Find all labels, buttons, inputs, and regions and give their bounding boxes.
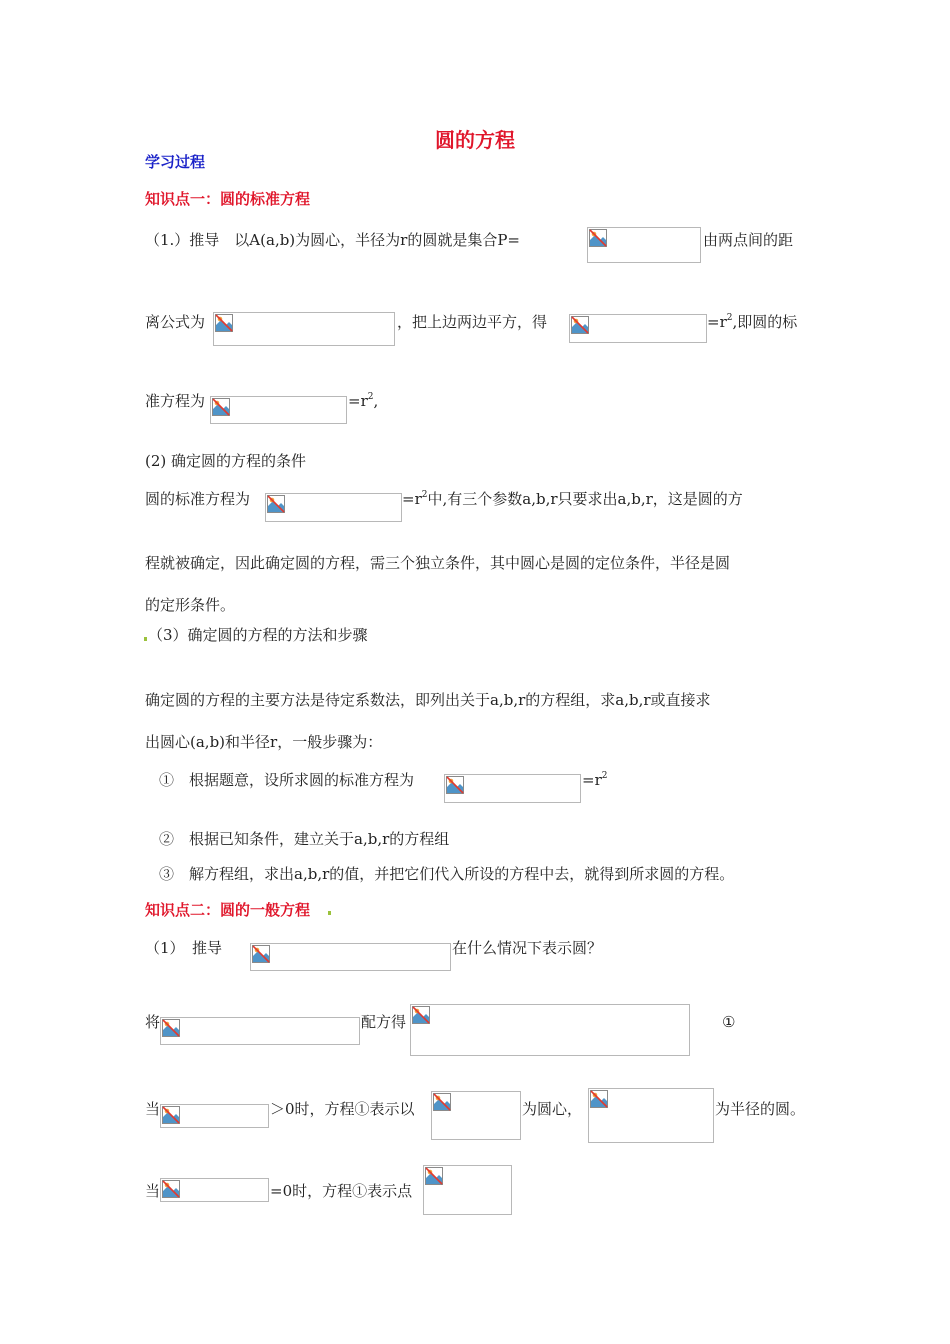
section-3-text-line-1: 确定圆的方程的主要方法是待定系数法，即列出关于a,b,r的方程组，求a,b,r或直接求 <box>145 691 711 709</box>
formula-image-set-p <box>587 227 701 263</box>
step-2-text: ② 根据已知条件，建立关于a,b,r的方程组 <box>159 830 450 848</box>
formula-image-standard-2 <box>265 493 402 522</box>
page-title: 圆的方程 <box>435 128 515 152</box>
kp2-when-text-2: 当 <box>145 1182 161 1200</box>
formula-image-condition <box>160 1104 269 1128</box>
section-3-heading: （3）确定圆的方程的方法和步骤 <box>148 626 368 644</box>
section-3-text-line-2: 出圆心(a,b)和半径r，一般步骤为： <box>145 733 383 751</box>
step-1-text: ① 根据题意，设所求圆的标准方程为 <box>159 771 415 789</box>
formula-image-radius <box>588 1088 714 1143</box>
section-2-text-line-3: 的定形条件。 <box>145 596 236 614</box>
standard-equation-label: 准方程为 <box>145 392 206 410</box>
derivation-text: （1.）推导 以A(a,b)为圆心，半径为r的圆就是集合P= <box>145 231 520 249</box>
formula-image-squared <box>569 314 707 343</box>
broken-image-icon <box>590 1090 608 1108</box>
broken-image-icon <box>412 1006 430 1024</box>
step-1-equals-r-squared: $=r^2$ <box>582 771 608 789</box>
formula-image-step-1 <box>444 774 581 803</box>
broken-image-icon <box>215 314 233 332</box>
broken-image-icon <box>162 1180 180 1198</box>
formula-image-standard <box>210 396 347 424</box>
square-both-sides-text: ，把上边两边平方，得 <box>397 313 548 331</box>
broken-image-icon <box>212 398 230 416</box>
kp2-greater-zero-text: ＞0时，方程①表示以 <box>270 1100 415 1118</box>
broken-image-icon <box>252 945 270 963</box>
broken-image-icon <box>162 1019 180 1037</box>
formula-image-general <box>250 943 451 971</box>
equals-r-squared-text: $=r^2$,即圆的标 <box>707 313 798 331</box>
formula-image-point <box>423 1165 512 1215</box>
broken-image-icon <box>589 229 607 247</box>
edit-mark <box>328 911 331 915</box>
section-2-text-start: 圆的标准方程为 <box>145 490 251 508</box>
broken-image-icon <box>425 1167 443 1185</box>
broken-image-icon <box>446 776 464 794</box>
formula-image-completed-square <box>410 1004 690 1056</box>
broken-image-icon <box>162 1106 180 1124</box>
kp2-radius-text: 为半径的圆。 <box>715 1100 806 1118</box>
equals-r-squared-text: $=r^2$, <box>348 392 379 410</box>
kp2-when-text: 当 <box>145 1100 161 1118</box>
distance-text-start: 由两点间的距 <box>703 231 794 249</box>
kp2-complete-square-text: 配方得 <box>361 1013 407 1031</box>
kp2-center-text: 为圆心， <box>522 1100 583 1118</box>
equation-number-1: ① <box>722 1013 736 1031</box>
formula-image-condition-2 <box>160 1178 269 1202</box>
distance-formula-label: 离公式为 <box>145 313 206 331</box>
knowledge-point-1-heading: 知识点一：圆的标准方程 <box>145 190 311 208</box>
section-2-heading: (2) 确定圆的方程的条件 <box>145 452 307 470</box>
kp2-question-text: 在什么情况下表示圆？ <box>452 939 603 957</box>
section-2-text: $=r^2$中,有三个参数a,b,r只要求出a,b,r，这是圆的方 <box>402 490 743 508</box>
edit-mark <box>144 637 147 641</box>
kp2-derivation-label: （1） 推导 <box>145 939 223 957</box>
broken-image-icon <box>433 1093 451 1111</box>
kp2-equal-zero-text: =0时，方程①表示点 <box>270 1182 413 1200</box>
section-2-text-line-2: 程就被确定，因此确定圆的方程，需三个独立条件，其中圆心是圆的定位条件，半径是圆 <box>145 554 731 572</box>
learning-process-heading: 学习过程 <box>145 153 206 171</box>
kp2-transform-text: 将 <box>145 1013 161 1031</box>
step-3-text: ③ 解方程组，求出a,b,r的值，并把它们代入所设的方程中去，就得到所求圆的方程。 <box>159 865 735 883</box>
broken-image-icon <box>571 316 589 334</box>
broken-image-icon <box>267 495 285 513</box>
formula-image-center <box>431 1091 521 1140</box>
knowledge-point-2-heading: 知识点二：圆的一般方程 <box>145 901 311 919</box>
formula-image-distance <box>213 312 395 346</box>
formula-image-general-2 <box>160 1017 360 1045</box>
